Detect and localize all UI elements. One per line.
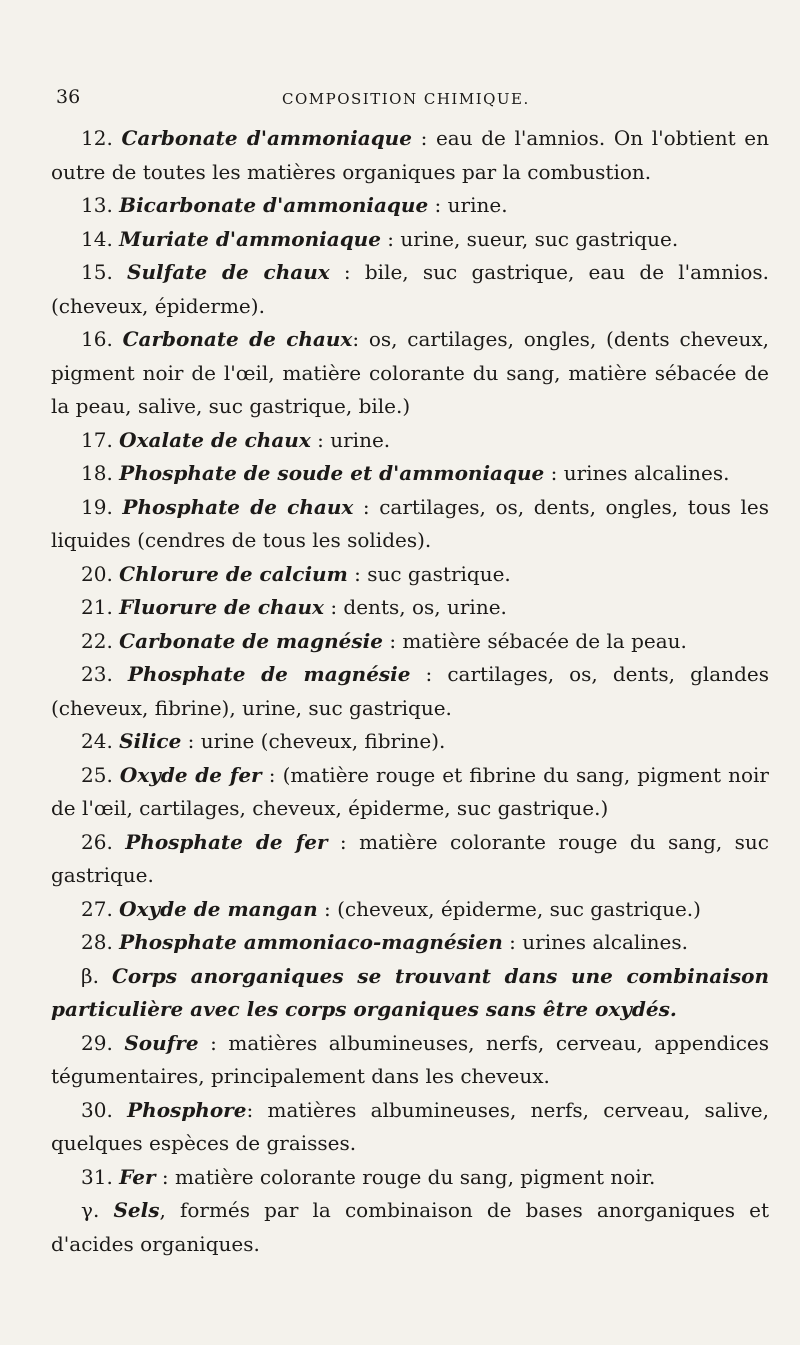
entry-separator: : [246,1097,268,1122]
section-beta-label: β. [81,963,99,988]
entry-term: Fluorure de chaux [119,595,324,619]
entry-paragraph [51,591,769,625]
entry-term: Phosphate de fer [125,829,328,854]
entry-paragraph [51,457,769,491]
entry-term: Oxyde de fer [119,762,262,787]
entry-text: matière sébacée de la peau. [402,628,687,653]
entry-number: 21. [81,595,113,619]
entry-paragraph [51,725,769,759]
section-beta [51,960,769,1027]
entry-text: matières albumineuses, nerfs, cerveau, salive, quelques espèces de graisses. [51,1097,769,1155]
entry-number: 12. [81,126,113,150]
entry-paragraph [51,323,769,424]
entry-term: Soufre [124,1030,199,1055]
entry-text: urine, sueur, suc gastrique. [400,226,679,251]
entry-list-2 [51,1027,769,1195]
entry-separator: : [310,427,331,452]
entry-paragraph [51,1027,769,1094]
entry-term: Oxalate de chaux [119,427,311,452]
entry-paragraph [51,759,769,826]
entry-term: Carbonate de magnésie [119,628,383,653]
entry-separator: : [428,193,448,217]
entry-paragraph [51,926,769,960]
entry-paragraph [51,256,769,323]
entry-separator: : [198,1030,229,1055]
entry-term: Oxyde de mangan [119,896,318,921]
entry-text: (cheveux, épiderme, suc gastrique.) [337,896,701,921]
entry-text: cartilages, os, dents, ongles, tous les liquides (cendres de tous les solides). [51,494,769,552]
entry-number: 15. [81,260,113,284]
entry-number: 16. [81,327,113,351]
entry-paragraph [51,223,769,257]
entry-separator: : [352,327,369,351]
entry-paragraph [51,893,769,927]
entry-number: 22. [81,628,113,653]
entry-number: 19. [81,494,113,519]
entry-separator: : [327,829,360,854]
entry-paragraph [51,826,769,893]
entry-number: 27. [81,896,113,921]
entry-separator: : [181,729,201,753]
entry-list [51,122,769,960]
entry-term: Bicarbonate d'ammoniaque [119,193,429,217]
entry-term: Phosphate de soude et d'ammoniaque [119,461,545,485]
entry-text: urine. [447,193,508,217]
entry-text: eau de l'amnios. On l'obtient en outre de toutes les matières organiques par la combustion. [51,126,769,184]
entry-text: os, cartilages, ongles, (dents cheveux, pigment noir de l'œil, matière colorante du sang, matière sébacée de la peau, salive, suc gastrique, bile.) [51,327,770,418]
page-number: 36 [56,86,81,108]
entry-separator: : [155,1164,175,1189]
entry-number: 28. [81,930,113,954]
entry-number: 29. [81,1030,113,1055]
entry-term: Carbonate d'ammoniaque [121,126,412,150]
entry-text: urines alcalines. [522,930,689,954]
entry-text: cartilages, os, dents, glandes (cheveux, fibrine), urine, suc gastrique. [51,662,769,720]
entry-term: Muriate d'ammoniaque [119,226,381,251]
entry-separator: : [317,896,338,921]
entry-paragraph [51,658,769,725]
entry-paragraph [51,122,769,189]
entry-number: 26. [81,829,113,854]
entry-paragraph [51,189,769,223]
entry-separator: : [411,126,436,150]
entry-text: urine (cheveux, fibrine). [200,729,446,753]
entry-separator: : [323,595,344,619]
entry-term: Phosphore [127,1097,247,1122]
entry-number: 23. [81,662,113,686]
entry-number: 24. [81,729,113,753]
entry-text: matière colorante rouge du sang, pigment noir. [175,1164,656,1189]
entry-term: Silice [119,729,182,753]
running-title: COMPOSITION CHIMIQUE. [282,90,530,108]
entry-separator: : [544,461,564,485]
entry-separator: : [261,762,283,787]
entry-term: Fer [119,1164,156,1189]
entry-separator: : [347,561,368,586]
entry-text: dents, os, urine. [343,595,507,619]
entry-term: Carbonate de chaux [122,327,353,351]
entry-number: 25. [81,762,113,787]
entry-text: bile, suc gastrique, eau de l'amnios. (cheveux, épiderme). [51,260,770,318]
entry-paragraph [51,424,769,458]
entry-text: (matière rouge et fibrine du sang, pigment noir de l'œil, cartilages, cheveux, épiderme, suc gastrique.) [51,762,769,820]
entry-number: 31. [81,1164,113,1189]
entry-number: 18. [81,461,113,485]
entry-separator: : [329,260,365,284]
section-gamma-label: γ. [81,1198,100,1222]
section-beta-text: Corps anorganiques se trouvant dans une combinaison particulière avec les corps organiques sans être oxydés. [51,963,769,1021]
entry-term: Sulfate de chaux [127,260,330,284]
entry-separator: : [410,662,448,686]
page-body [51,122,769,1261]
entry-term: Phosphate de magnésie [127,662,411,686]
section-gamma-text: , formés par la combinaison de bases anorganiques et d'acides organiques. [51,1198,770,1256]
entry-text: suc gastrique. [367,561,511,586]
entry-separator: : [380,226,401,251]
entry-separator: : [382,628,403,653]
entry-number: 13. [81,193,113,217]
entry-number: 17. [81,427,113,452]
entry-text: urines alcalines. [563,461,730,485]
entry-number: 20. [81,561,113,586]
entry-term: Phosphate de chaux [122,494,354,519]
entry-paragraph [51,491,769,558]
entry-term: Phosphate ammoniaco-magnésien [119,930,503,954]
entry-number: 14. [81,226,113,251]
entry-paragraph [51,1161,769,1195]
section-gamma-term: Sels [113,1198,160,1222]
entry-separator: : [502,930,523,954]
entry-text: matière colorante rouge du sang, suc gastrique. [51,829,769,887]
entry-paragraph [51,558,769,592]
entry-number: 30. [81,1097,113,1122]
section-gamma [51,1194,769,1261]
entry-separator: : [353,494,380,519]
entry-text: urine. [330,427,391,452]
entry-paragraph [51,1094,769,1161]
entry-text: matières albumineuses, nerfs, cerveau, appendices tégumentaires, principalement dans les cheveux. [51,1030,770,1088]
entry-term: Chlorure de calcium [119,561,348,586]
entry-paragraph [51,625,769,659]
